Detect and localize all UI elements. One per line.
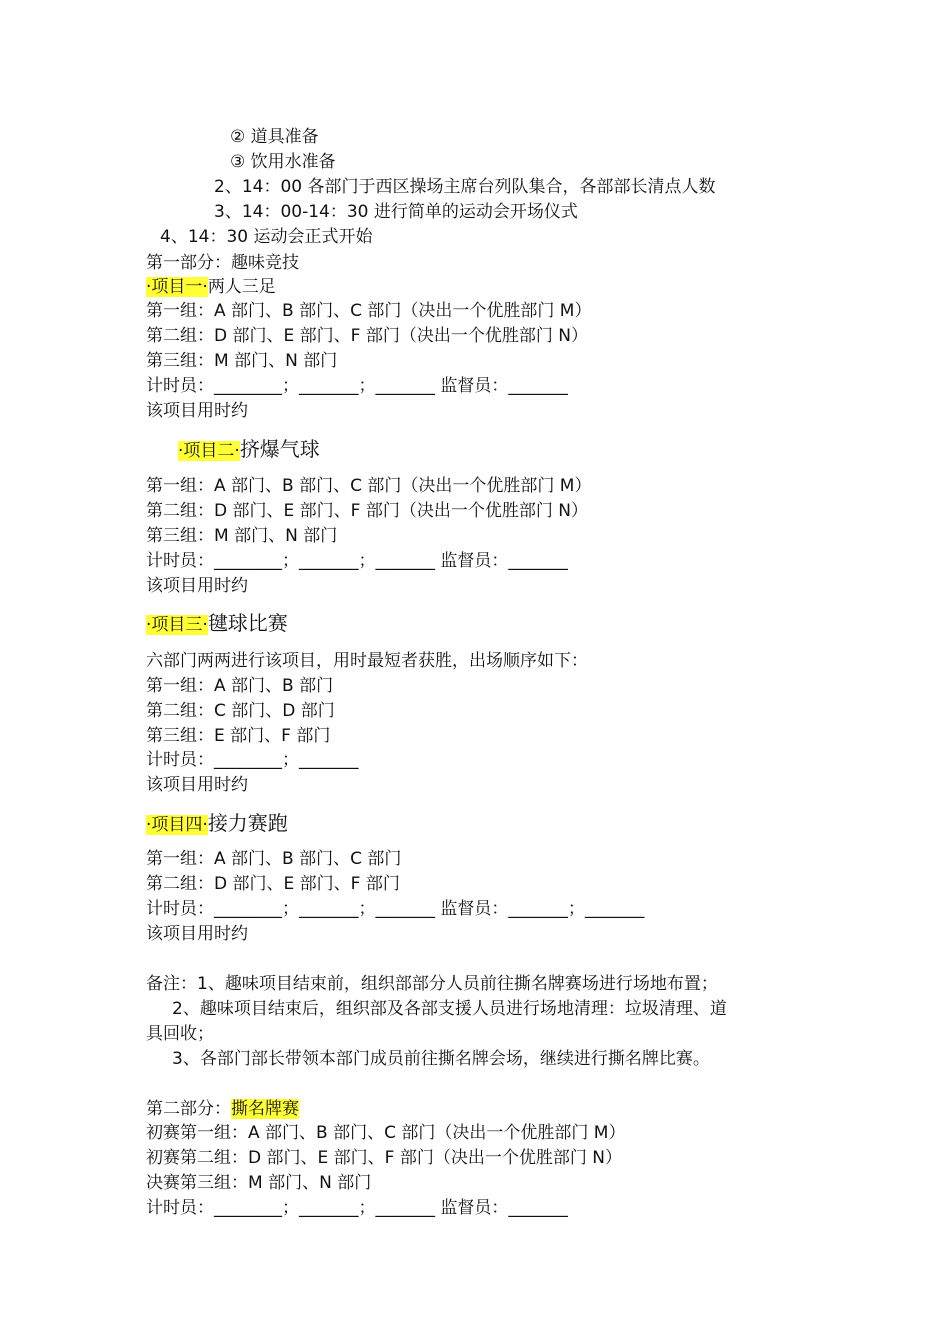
project2-timers: 计时员：________；_______；_______ 监督员：_______ [146,551,568,571]
project4-heading [146,810,288,838]
project2-group-3: 第三组：M 部门、N 部门 [146,526,338,546]
project3-intro: 六部门两两进行该项目，用时最短者获胜，出场顺序如下： [146,651,588,671]
prep-item-props: ② 道具准备 [230,127,319,147]
part2-name: 撕名牌赛 [231,1099,299,1119]
project2-tag: ·项目二· [178,441,240,461]
project3-heading [146,610,288,638]
project3-duration: 该项目用时约 [146,775,248,795]
prep-item-water: ③ 饮用水准备 [230,152,336,172]
part1-heading [146,252,299,274]
project4-tag: ·项目四· [146,815,208,835]
schedule-step-2: 2、14：00 各部门于西区操场主席台列队集合，各部部长清点人数 [214,177,716,197]
note-2-line-1: 2、趣味项目结束后，组织部及各部支援人员进行场地清理：垃圾清理、道 [172,999,727,1019]
part1-label: 第一部分： [146,253,231,273]
schedule-step-3: 3、14：00-14：30 进行简单的运动会开场仪式 [214,202,578,222]
project3-tag: ·项目三· [146,615,208,635]
project3-timers: 计时员：________；_______ [146,750,359,770]
part2-label: 第二部分： [146,1099,231,1119]
project4-name: 接力赛跑 [207,811,288,835]
project1-tag: ·项目一· [146,277,208,297]
note-1: 备注：1、趣味项目结束前，组织部部分人员前往撕名牌赛场进行场地布置； [146,974,718,994]
project1-group-3: 第三组：M 部门、N 部门 [146,351,338,371]
project1-group-2: 第二组：D 部门、E 部门、F 部门（决出一个优胜部门 N） [146,326,588,346]
project3-group-1: 第一组：A 部门、B 部门 [146,676,334,696]
project2-name: 挤爆气球 [239,437,320,461]
part2-group-1: 初赛第一组：A 部门、B 部门、C 部门（决出一个优胜部门 M） [146,1123,626,1143]
part1-name: 趣味竞技 [231,253,299,273]
project1-timers: 计时员：________；_______；_______ 监督员：_______ [146,376,568,396]
project3-group-2: 第二组：C 部门、D 部门 [146,701,335,721]
project2-group-1: 第一组：A 部门、B 部门、C 部门（决出一个优胜部门 M） [146,476,592,496]
schedule-step-4: 4、14：30 运动会正式开始 [160,227,373,247]
project4-group-2: 第二组：D 部门、E 部门、F 部门 [146,874,400,894]
project1-duration: 该项目用时约 [146,401,248,421]
part2-group-2: 初赛第二组：D 部门、E 部门、F 部门（决出一个优胜部门 N） [146,1148,622,1168]
project4-duration: 该项目用时约 [146,924,248,944]
project1-name: 两人三足 [207,277,276,297]
project2-duration: 该项目用时约 [146,576,248,596]
note-2-line-2: 具回收； [146,1024,214,1044]
part2-timers: 计时员：________；_______；_______ 监督员：_______ [146,1198,568,1218]
project4-timers: 计时员：________；_______；_______ 监督员：_______；_______ [146,899,645,919]
project3-name: 毽球比赛 [207,611,288,635]
project2-heading [178,436,320,464]
project1-group-1: 第一组：A 部门、B 部门、C 部门（决出一个优胜部门 M） [146,301,592,321]
project2-group-2: 第二组：D 部门、E 部门、F 部门（决出一个优胜部门 N） [146,501,588,521]
project1-heading [146,276,276,298]
project4-group-1: 第一组：A 部门、B 部门、C 部门 [146,849,402,869]
note-3: 3、各部门部长带领本部门成员前往撕名牌会场，继续进行撕名牌比赛。 [172,1049,710,1069]
part2-group-3: 决赛第三组：M 部门、N 部门 [146,1173,372,1193]
project3-group-3: 第三组：E 部门、F 部门 [146,726,331,746]
part2-heading [146,1098,299,1120]
